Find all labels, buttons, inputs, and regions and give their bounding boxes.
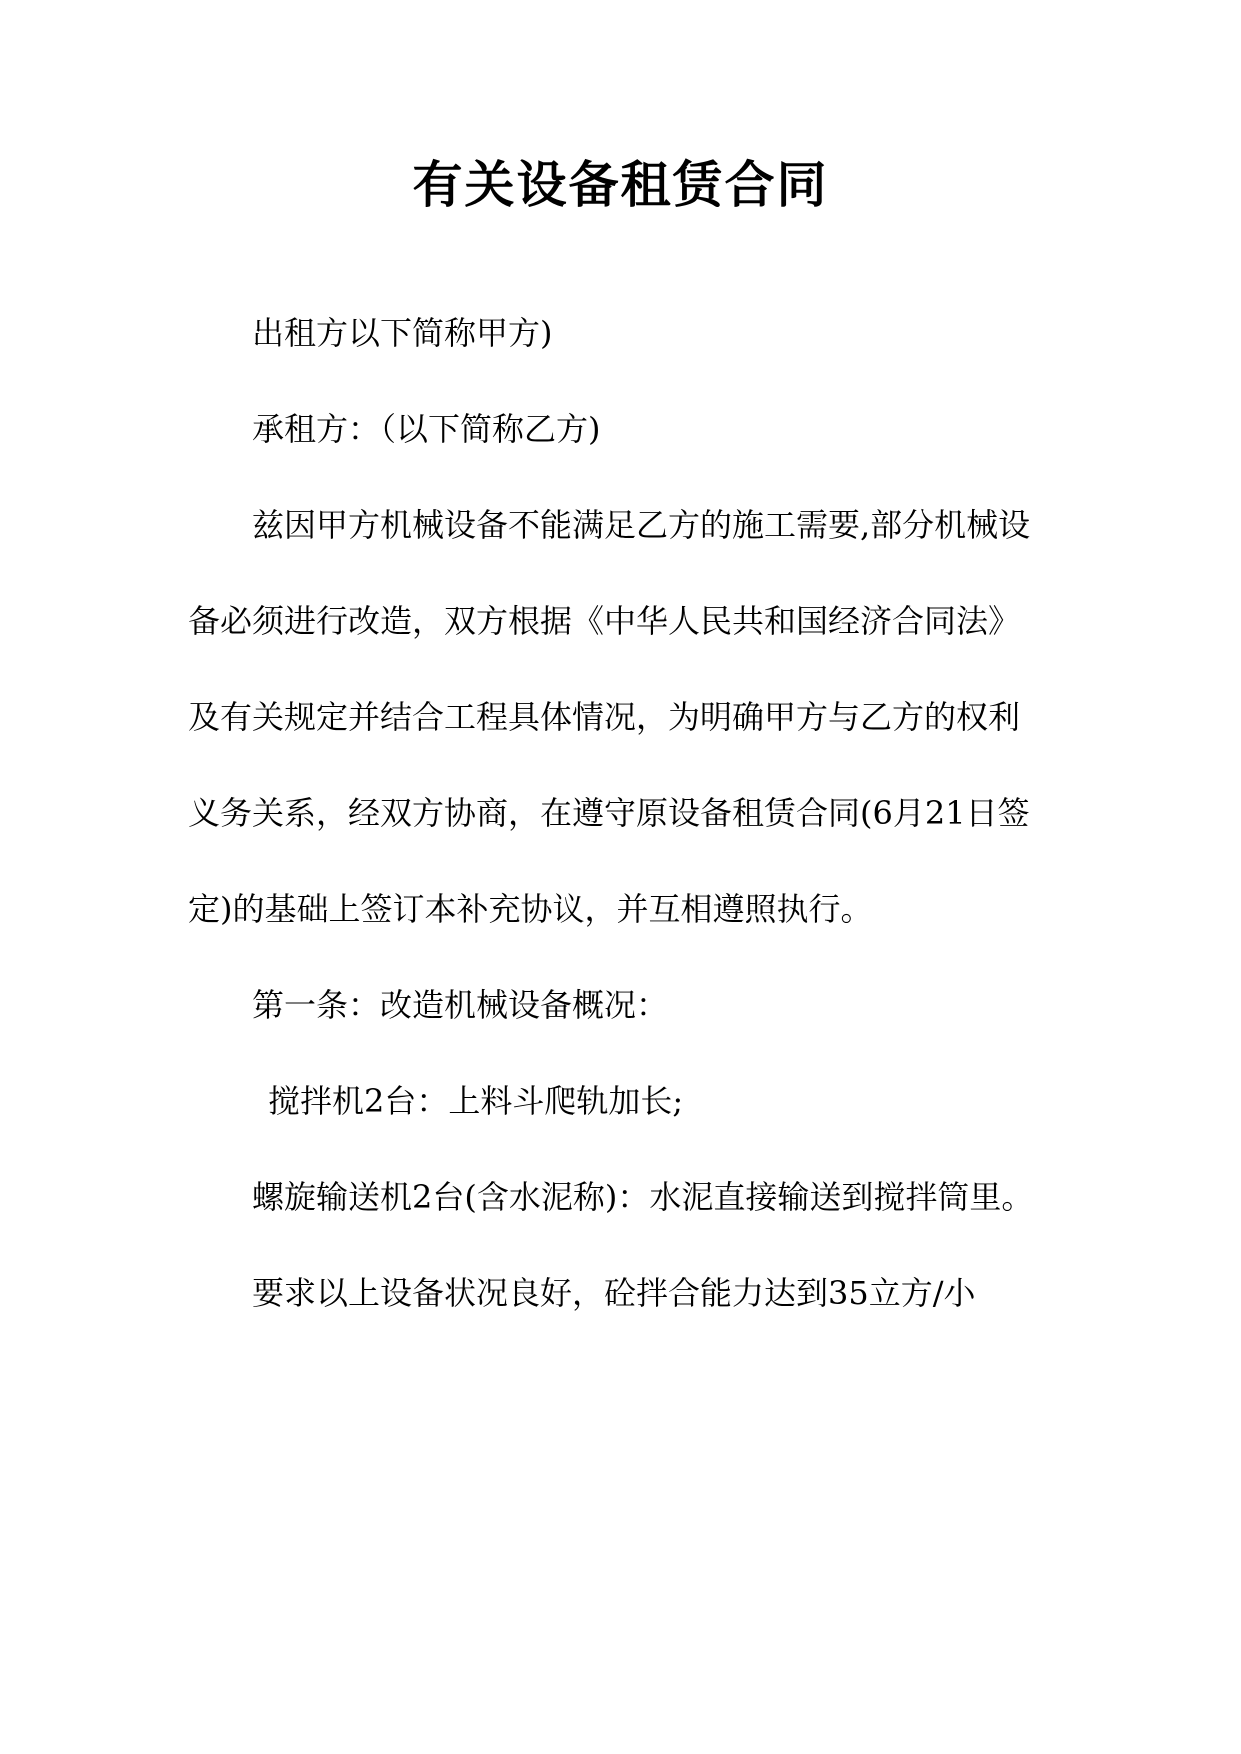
- document-body: [188, 285, 1050, 1341]
- paragraph-article-one-heading: 第一条：改造机械设备概况：: [252, 986, 669, 1024]
- paragraph-lessor: 出租方以下简称甲方): [252, 314, 553, 352]
- paragraph-preamble: 兹因甲方机械设备不能满足乙方的施工需要,部分机械设备必须进行改造，双方根据《中华人民共和国经济合同法》及有关规定并结合工程具体情况，为明确甲方与乙方的权利义务关系，经双方协商，在遵守原设备租赁合同(6月21日签定)的基础上签订本补充协议，并互相遵照执行。: [188, 506, 1031, 928]
- paragraph-lessee: 承租方：（以下简称乙方): [252, 410, 601, 448]
- paragraph-mixer-item: 搅拌机2台：上料斗爬轨加长;: [268, 1082, 684, 1120]
- document-title: 有关设备租赁合同: [412, 156, 829, 214]
- paragraph-requirements: 要求以上设备状况良好，砼拌合能力达到35立方/小: [252, 1274, 976, 1312]
- paragraph-screw-conveyor-item: 螺旋输送机2台(含水泥称)：水泥直接输送到搅拌筒里。: [252, 1178, 1034, 1216]
